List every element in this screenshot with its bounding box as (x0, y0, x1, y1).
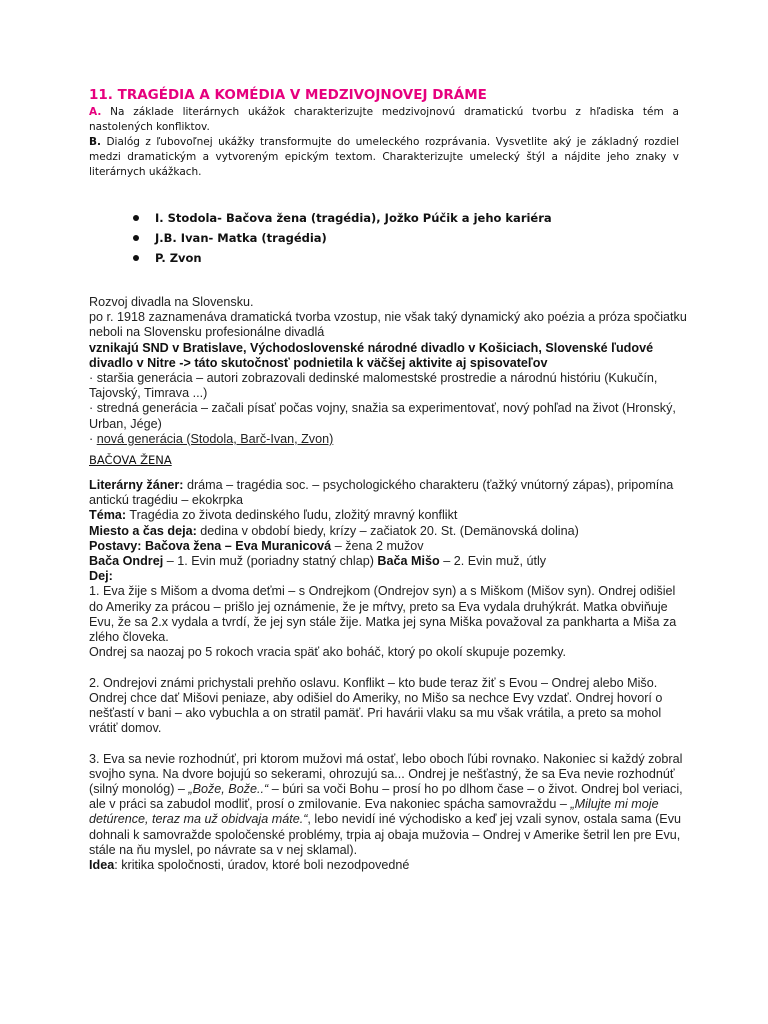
assignment-block (89, 86, 679, 180)
generation-older: · staršia generácia – autori zobrazovali dedinské malomestské prostredie a národnú históriu (Kukučín, Tajovský, Timrava ...) (89, 371, 658, 401)
works-list (131, 208, 552, 268)
section-heading: BAČOVA ŽENA (89, 453, 172, 467)
theme-line: Téma: Tragédia zo života dedinského ľudu, zložitý mravný konflikt (89, 508, 458, 523)
task-b-letter: B. (89, 136, 101, 148)
generation-new: · nová generácia (Stodola, Barč-Ivan, Zvon) (89, 431, 334, 446)
task-a (89, 105, 679, 135)
plot-paragraph-2: 2. Ondrejovi známi prichystali prehňo oslavu. Konflikt – kto bude teraz žiť s Evou – Ondrej alebo Mišo. Ondrej chce dať Mišovi peniaze, aby odišiel do Ameriky, no Mišo sa nechce Evy vzdať. Ondrej hovorí o nešťastí v bani – ako vybuchla a on stratil pamäť. Pri havárii vlaku sa mu však vrátila, a preto sa mohol vrátiť domov. (89, 675, 663, 736)
characters-line: Postavy: Bačova žena – Eva Muranicová – žena 2 mužov (89, 538, 424, 553)
spacer (89, 660, 689, 675)
task-a-letter: A. (89, 106, 102, 118)
theatre-line: Rozvoj divadla na Slovensku. (89, 295, 254, 309)
spacer (89, 736, 689, 751)
theatre-section (89, 295, 689, 447)
plot-label: Dej: (89, 569, 113, 584)
list-item: J.B. Ivan- Matka (tragédia) (131, 228, 552, 248)
work-analysis (89, 478, 689, 873)
generation-new-text: nová generácia (Stodola, Barč-Ivan, Zvon) (96, 431, 334, 446)
generation-middle: · stredná generácia – začali písať počas vojny, snažia sa experimentovať, nový pohľad na život (Hronský, Urban, Jége) (89, 401, 676, 431)
plot-paragraph-1: 1. Eva žije s Mišom a dvoma deťmi – s Ondrejkom (Ondrejov syn) a s Miškom (Mišov syn). Ondrej odišiel do Ameriky za prácou – prišlo jej oznámenie, že je mŕtvy, preto sa Eva vydala druhýkrát. Matka obviňuje Evu, že sa 2.x vydala a tvrdí, že jej syn stále žije. Matka jej syna Miška považoval za pankharta a Miša za zlého človeka. (89, 584, 677, 645)
ondrej-miso-line: Bača Ondrej – 1. Evin muž (poriadny statný chlap) Bača Mišo – 2. Evin muž, útly (89, 554, 547, 569)
idea-line: Idea: kritika spoločnosti, úradov, ktoré boli nezodpovedné (89, 858, 410, 873)
genre-line: Literárny žáner: dráma – tragédia soc. – psychologického charakteru (ťažký vnútorný zápas), pripomína antickú tragédiu – ekokrpka (89, 478, 674, 508)
task-b (89, 135, 679, 180)
theatre-line: po r. 1918 zaznamenáva dramatická tvorba vzostup, nie však taký dynamický ako poézia a próza spočiatku neboli na Slovensku profesionálne divadlá (89, 310, 687, 340)
theatre-bold-line: vznikajú SND v Bratislave, Východoslovenské národné divadlo v Košiciach, Slovenské ľudové divadlo v Nitre -> táto skutočnosť podnietila k väčšej aktivite aj spisovateľov (89, 340, 654, 370)
list-item: P. Zvon (131, 248, 552, 268)
plot-paragraph-3: 3. Eva sa nevie rozhodnúť, pri ktorom mužovi má ostať, lebo oboch ľúbi rovnako. Nakoniec si každý zobral svojho syna. Na dvore bojujú so sekerami, ohrozujú sa... Ondrej je nešťastný, že sa Eva nevie rozhodnúť (silný monológ) – „Bože, Bože..“ – búri sa voči Bohu – prosí ho po dlhom čase – o život. Ondrej bol veriaci, ale v práci sa zabudol modliť, prosí o zmilovanie. Eva nakoniec spácha samovraždu – „Milujte mi moje detúrence, teraz ma už obidvaja máte.“, lebo nevidí iné východisko a keď jej vzali synov, ostala sama (Evu dohnali k samovražde spoločenské problémy, trpia aj obaja mužovia – Ondrej v Amerike šetril len pre Evu, stále na ňu myslel, po návrate sa v nej sklamal). (89, 751, 683, 857)
task-b-text: Dialóg z ľubovoľnej ukážky transformujte do umeleckého rozprávania. Vysvetlite aký je základný rozdiel medzi dramatickým a vytvoreným epickým textom. Charakterizujte umelecký štýl a nájdite jeho znaky v literárnych ukážkach. (89, 136, 679, 178)
task-a-text: Na základe literárnych ukážok charakterizujte medzivojnovú dramatickú tvorbu z hľadiska tém a nastolených konfliktov. (89, 106, 679, 133)
page-title: 11. TRAGÉDIA A KOMÉDIA V MEDZIVOJNOVEJ DRÁME (89, 87, 487, 103)
list-item: I. Stodola- Bačova žena (tragédia), Jožko Púčik a jeho kariéra (131, 208, 552, 228)
plot-paragraph-1b: Ondrej sa naozaj po 5 rokoch vracia späť ako boháč, ktorý po okolí skupuje pozemky. (89, 645, 567, 660)
place-time-line: Miesto a čas deja: dedina v období biedy, krízy – začiatok 20. St. (Demänovská dolina) (89, 523, 579, 538)
